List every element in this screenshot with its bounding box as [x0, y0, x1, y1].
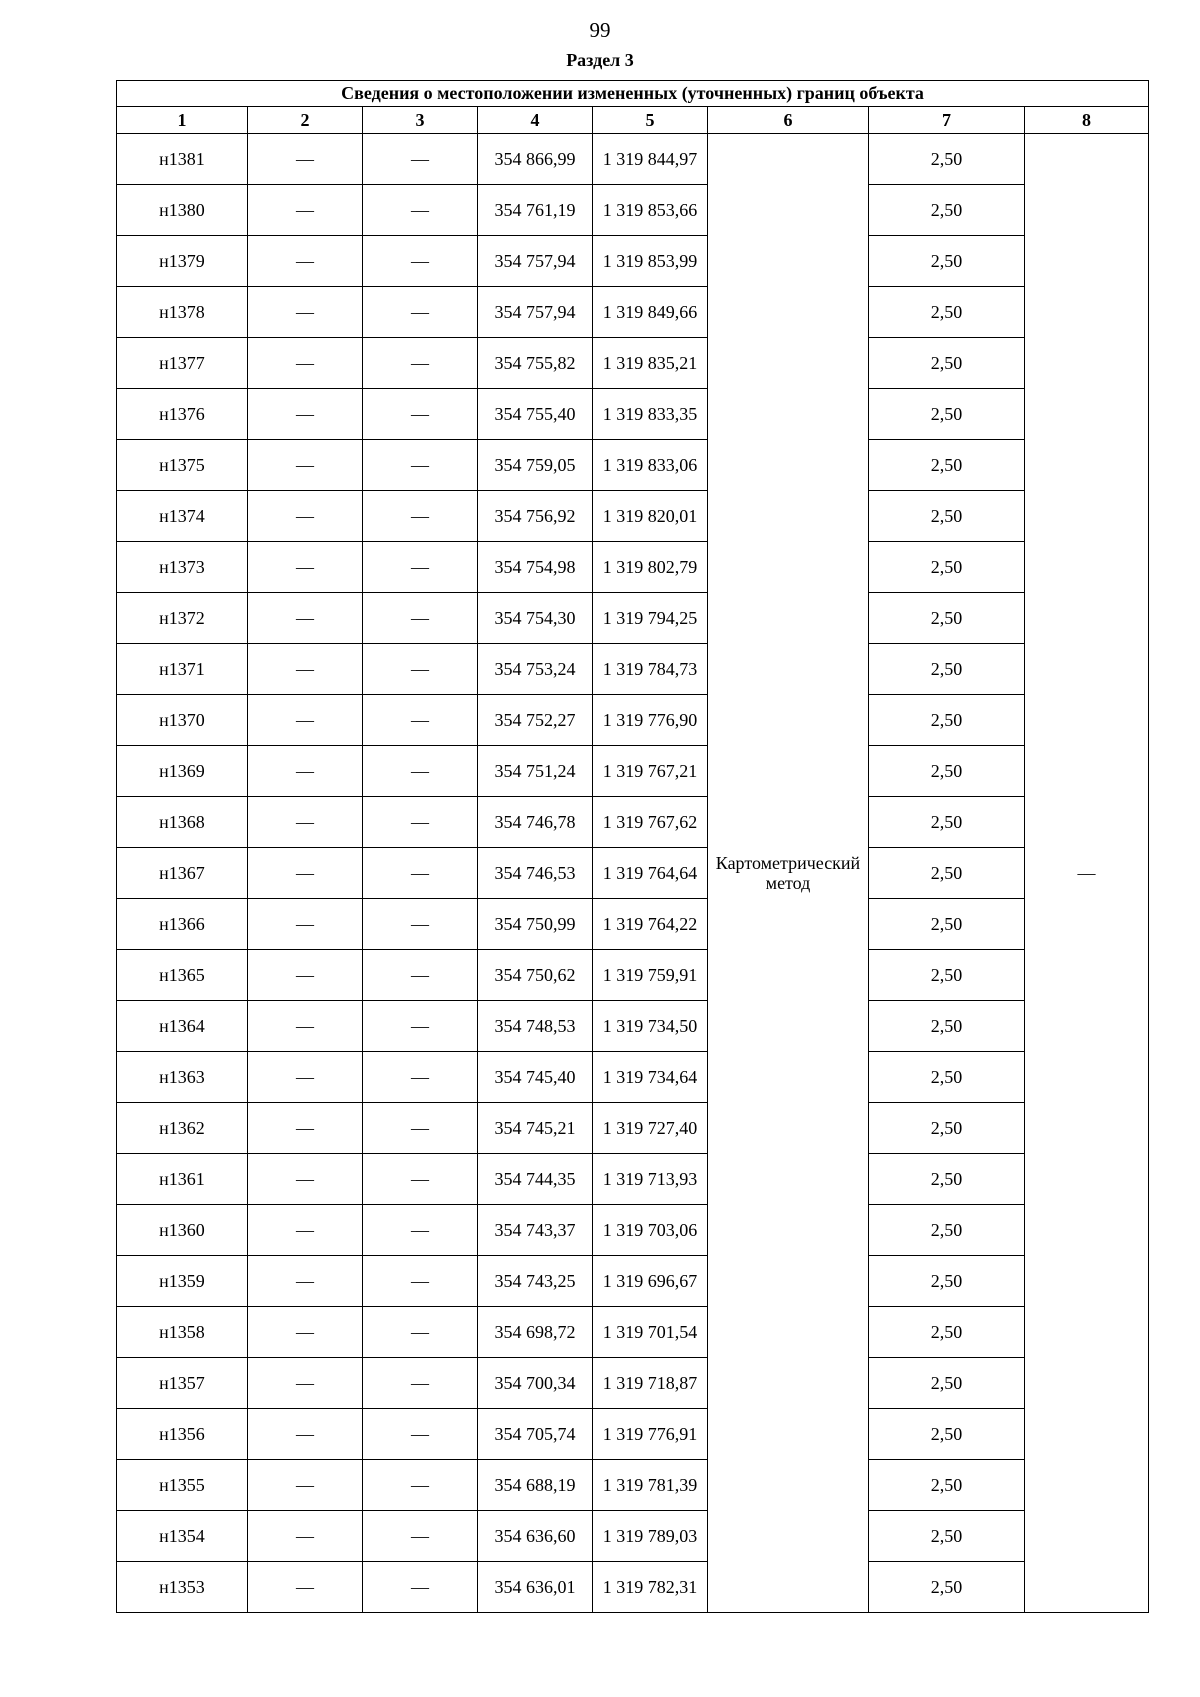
- col3-cell: —: [363, 287, 478, 338]
- table-row: [117, 644, 1149, 695]
- col2-cell: —: [248, 1307, 363, 1358]
- col3-cell: —: [363, 848, 478, 899]
- table-row: [117, 389, 1149, 440]
- y-coordinate-cell: 1 319 776,91: [593, 1409, 708, 1460]
- x-coordinate-cell: 354 755,82: [478, 338, 593, 389]
- col3-cell: —: [363, 1154, 478, 1205]
- precision-cell: 2,50: [869, 491, 1025, 542]
- x-coordinate-cell: 354 743,25: [478, 1256, 593, 1307]
- point-id-cell: н1365: [117, 950, 248, 1001]
- y-coordinate-cell: 1 319 764,22: [593, 899, 708, 950]
- col3-cell: —: [363, 950, 478, 1001]
- y-coordinate-cell: 1 319 802,79: [593, 542, 708, 593]
- col2-cell: —: [248, 542, 363, 593]
- precision-cell: 2,50: [869, 1460, 1025, 1511]
- table-row: [117, 1460, 1149, 1511]
- table-row: [117, 134, 1149, 185]
- column-number-5: 5: [593, 107, 708, 134]
- x-coordinate-cell: 354 636,60: [478, 1511, 593, 1562]
- precision-cell: 2,50: [869, 593, 1025, 644]
- point-id-cell: н1355: [117, 1460, 248, 1511]
- point-id-cell: н1372: [117, 593, 248, 644]
- x-coordinate-cell: 354 761,19: [478, 185, 593, 236]
- table-row: [117, 542, 1149, 593]
- x-coordinate-cell: 354 746,53: [478, 848, 593, 899]
- col2-cell: —: [248, 950, 363, 1001]
- col3-cell: —: [363, 1511, 478, 1562]
- x-coordinate-cell: 354 748,53: [478, 1001, 593, 1052]
- col3-cell: —: [363, 1205, 478, 1256]
- point-id-cell: н1379: [117, 236, 248, 287]
- precision-cell: 2,50: [869, 695, 1025, 746]
- precision-cell: 2,50: [869, 644, 1025, 695]
- x-coordinate-cell: 354 759,05: [478, 440, 593, 491]
- x-coordinate-cell: 354 745,21: [478, 1103, 593, 1154]
- y-coordinate-cell: 1 319 727,40: [593, 1103, 708, 1154]
- point-id-cell: н1376: [117, 389, 248, 440]
- col3-cell: —: [363, 440, 478, 491]
- point-id-cell: н1367: [117, 848, 248, 899]
- column-number-7: 7: [869, 107, 1025, 134]
- x-coordinate-cell: 354 754,30: [478, 593, 593, 644]
- column-number-1: 1: [117, 107, 248, 134]
- precision-cell: 2,50: [869, 797, 1025, 848]
- precision-cell: 2,50: [869, 1256, 1025, 1307]
- col2-cell: —: [248, 1001, 363, 1052]
- x-coordinate-cell: 354 752,27: [478, 695, 593, 746]
- y-coordinate-cell: 1 319 835,21: [593, 338, 708, 389]
- precision-cell: 2,50: [869, 389, 1025, 440]
- col3-cell: —: [363, 593, 478, 644]
- y-coordinate-cell: 1 319 849,66: [593, 287, 708, 338]
- y-coordinate-cell: 1 319 784,73: [593, 644, 708, 695]
- col2-cell: —: [248, 287, 363, 338]
- x-coordinate-cell: 354 756,92: [478, 491, 593, 542]
- col2-cell: —: [248, 644, 363, 695]
- y-coordinate-cell: 1 319 734,64: [593, 1052, 708, 1103]
- point-id-cell: н1380: [117, 185, 248, 236]
- col3-cell: —: [363, 1562, 478, 1613]
- col3-cell: —: [363, 1103, 478, 1154]
- x-coordinate-cell: 354 750,99: [478, 899, 593, 950]
- col2-cell: —: [248, 491, 363, 542]
- col2-cell: —: [248, 440, 363, 491]
- y-coordinate-cell: 1 319 696,67: [593, 1256, 708, 1307]
- boundary-coordinates-table: [116, 80, 1149, 1613]
- column-number-2: 2: [248, 107, 363, 134]
- col3-cell: —: [363, 1409, 478, 1460]
- table-row: [117, 1001, 1149, 1052]
- col2-cell: —: [248, 134, 363, 185]
- y-coordinate-cell: 1 319 833,06: [593, 440, 708, 491]
- precision-cell: 2,50: [869, 1154, 1025, 1205]
- x-coordinate-cell: 354 705,74: [478, 1409, 593, 1460]
- col3-cell: —: [363, 1460, 478, 1511]
- precision-cell: 2,50: [869, 1052, 1025, 1103]
- point-id-cell: н1381: [117, 134, 248, 185]
- table-row: [117, 1256, 1149, 1307]
- precision-cell: 2,50: [869, 134, 1025, 185]
- precision-cell: 2,50: [869, 950, 1025, 1001]
- precision-cell: 2,50: [869, 1307, 1025, 1358]
- point-id-cell: н1366: [117, 899, 248, 950]
- col3-cell: —: [363, 1256, 478, 1307]
- y-coordinate-cell: 1 319 833,35: [593, 389, 708, 440]
- x-coordinate-cell: 354 866,99: [478, 134, 593, 185]
- table-row: [117, 1511, 1149, 1562]
- table-row: [117, 1205, 1149, 1256]
- x-coordinate-cell: 354 757,94: [478, 236, 593, 287]
- y-coordinate-cell: 1 319 759,91: [593, 950, 708, 1001]
- point-id-cell: н1377: [117, 338, 248, 389]
- x-coordinate-cell: 354 753,24: [478, 644, 593, 695]
- col2-cell: —: [248, 1052, 363, 1103]
- x-coordinate-cell: 354 698,72: [478, 1307, 593, 1358]
- precision-cell: 2,50: [869, 185, 1025, 236]
- table-row: [117, 746, 1149, 797]
- point-id-cell: н1364: [117, 1001, 248, 1052]
- table-row: [117, 491, 1149, 542]
- column-number-8: 8: [1025, 107, 1149, 134]
- precision-cell: 2,50: [869, 338, 1025, 389]
- col3-cell: —: [363, 899, 478, 950]
- y-coordinate-cell: 1 319 701,54: [593, 1307, 708, 1358]
- column-numbers-row: [117, 107, 1149, 134]
- precision-cell: 2,50: [869, 746, 1025, 797]
- point-id-cell: н1373: [117, 542, 248, 593]
- y-coordinate-cell: 1 319 781,39: [593, 1460, 708, 1511]
- page-number: 99: [589, 18, 611, 42]
- precision-cell: 2,50: [869, 1001, 1025, 1052]
- col2-cell: —: [248, 848, 363, 899]
- col3-cell: —: [363, 644, 478, 695]
- col2-cell: —: [248, 1358, 363, 1409]
- col2-cell: —: [248, 899, 363, 950]
- precision-cell: 2,50: [869, 848, 1025, 899]
- col3-cell: —: [363, 1001, 478, 1052]
- y-coordinate-cell: 1 319 718,87: [593, 1358, 708, 1409]
- precision-cell: 2,50: [869, 542, 1025, 593]
- y-coordinate-cell: 1 319 844,97: [593, 134, 708, 185]
- point-id-cell: н1370: [117, 695, 248, 746]
- table-row: [117, 287, 1149, 338]
- y-coordinate-cell: 1 319 782,31: [593, 1562, 708, 1613]
- y-coordinate-cell: 1 319 703,06: [593, 1205, 708, 1256]
- y-coordinate-cell: 1 319 853,99: [593, 236, 708, 287]
- point-id-cell: н1378: [117, 287, 248, 338]
- column-number-6: 6: [708, 107, 869, 134]
- col2-cell: —: [248, 593, 363, 644]
- precision-cell: 2,50: [869, 1562, 1025, 1613]
- point-id-cell: н1353: [117, 1562, 248, 1613]
- col2-cell: —: [248, 338, 363, 389]
- x-coordinate-cell: 354 636,01: [478, 1562, 593, 1613]
- y-coordinate-cell: 1 319 820,01: [593, 491, 708, 542]
- x-coordinate-cell: 354 688,19: [478, 1460, 593, 1511]
- precision-cell: 2,50: [869, 1205, 1025, 1256]
- x-coordinate-cell: 354 757,94: [478, 287, 593, 338]
- point-id-cell: н1363: [117, 1052, 248, 1103]
- y-coordinate-cell: 1 319 776,90: [593, 695, 708, 746]
- point-id-cell: н1371: [117, 644, 248, 695]
- x-coordinate-cell: 354 743,37: [478, 1205, 593, 1256]
- col3-cell: —: [363, 134, 478, 185]
- precision-cell: 2,50: [869, 440, 1025, 491]
- col2-cell: —: [248, 185, 363, 236]
- col2-cell: —: [248, 797, 363, 848]
- point-id-cell: н1375: [117, 440, 248, 491]
- precision-cell: 2,50: [869, 287, 1025, 338]
- column-number-4: 4: [478, 107, 593, 134]
- method-cell: Картометрический метод: [708, 134, 869, 1613]
- y-coordinate-cell: 1 319 713,93: [593, 1154, 708, 1205]
- point-id-cell: н1357: [117, 1358, 248, 1409]
- point-id-cell: н1374: [117, 491, 248, 542]
- precision-cell: 2,50: [869, 899, 1025, 950]
- col2-cell: —: [248, 1154, 363, 1205]
- point-id-cell: н1354: [117, 1511, 248, 1562]
- table-row: [117, 1154, 1149, 1205]
- table-row: [117, 1307, 1149, 1358]
- x-coordinate-cell: 354 755,40: [478, 389, 593, 440]
- col2-cell: —: [248, 236, 363, 287]
- precision-cell: 2,50: [869, 1358, 1025, 1409]
- point-id-cell: н1368: [117, 797, 248, 848]
- col3-cell: —: [363, 1358, 478, 1409]
- col2-cell: —: [248, 1511, 363, 1562]
- precision-cell: 2,50: [869, 236, 1025, 287]
- col3-cell: —: [363, 338, 478, 389]
- table-row: [117, 338, 1149, 389]
- table-row: [117, 440, 1149, 491]
- y-coordinate-cell: 1 319 794,25: [593, 593, 708, 644]
- section-title: Раздел 3: [566, 50, 634, 70]
- col2-cell: —: [248, 1460, 363, 1511]
- table-body: [117, 134, 1149, 1613]
- point-id-cell: н1359: [117, 1256, 248, 1307]
- x-coordinate-cell: 354 751,24: [478, 746, 593, 797]
- col3-cell: —: [363, 746, 478, 797]
- x-coordinate-cell: 354 750,62: [478, 950, 593, 1001]
- table-row: [117, 950, 1149, 1001]
- precision-cell: 2,50: [869, 1511, 1025, 1562]
- x-coordinate-cell: 354 700,34: [478, 1358, 593, 1409]
- col3-cell: —: [363, 797, 478, 848]
- table-row: [117, 1052, 1149, 1103]
- table-title: Сведения о местоположении измененных (уточненных) границ объекта: [117, 81, 1149, 107]
- x-coordinate-cell: 354 754,98: [478, 542, 593, 593]
- x-coordinate-cell: 354 744,35: [478, 1154, 593, 1205]
- col2-cell: —: [248, 1562, 363, 1613]
- point-id-cell: н1369: [117, 746, 248, 797]
- col2-cell: —: [248, 389, 363, 440]
- col3-cell: —: [363, 491, 478, 542]
- point-id-cell: н1356: [117, 1409, 248, 1460]
- y-coordinate-cell: 1 319 764,64: [593, 848, 708, 899]
- col3-cell: —: [363, 1307, 478, 1358]
- table-row: [117, 1358, 1149, 1409]
- table-row: [117, 797, 1149, 848]
- point-id-cell: н1362: [117, 1103, 248, 1154]
- table-row: [117, 899, 1149, 950]
- table-row: [117, 848, 1149, 899]
- point-id-cell: н1361: [117, 1154, 248, 1205]
- y-coordinate-cell: 1 319 767,21: [593, 746, 708, 797]
- precision-cell: 2,50: [869, 1103, 1025, 1154]
- col2-cell: —: [248, 1205, 363, 1256]
- col2-cell: —: [248, 695, 363, 746]
- x-coordinate-cell: 354 746,78: [478, 797, 593, 848]
- y-coordinate-cell: 1 319 853,66: [593, 185, 708, 236]
- col3-cell: —: [363, 1052, 478, 1103]
- x-coordinate-cell: 354 745,40: [478, 1052, 593, 1103]
- col3-cell: —: [363, 695, 478, 746]
- precision-cell: 2,50: [869, 1409, 1025, 1460]
- table-row: [117, 695, 1149, 746]
- y-coordinate-cell: 1 319 789,03: [593, 1511, 708, 1562]
- table-row: [117, 1409, 1149, 1460]
- point-id-cell: н1358: [117, 1307, 248, 1358]
- y-coordinate-cell: 1 319 767,62: [593, 797, 708, 848]
- col3-cell: —: [363, 542, 478, 593]
- column-number-3: 3: [363, 107, 478, 134]
- table-row: [117, 1103, 1149, 1154]
- col3-cell: —: [363, 389, 478, 440]
- col2-cell: —: [248, 1256, 363, 1307]
- col8-cell: —: [1025, 134, 1149, 1613]
- col2-cell: —: [248, 1103, 363, 1154]
- col2-cell: —: [248, 746, 363, 797]
- col2-cell: —: [248, 1409, 363, 1460]
- col3-cell: —: [363, 236, 478, 287]
- table-row: [117, 1562, 1149, 1613]
- y-coordinate-cell: 1 319 734,50: [593, 1001, 708, 1052]
- col3-cell: —: [363, 185, 478, 236]
- point-id-cell: н1360: [117, 1205, 248, 1256]
- table-row: [117, 185, 1149, 236]
- table-row: [117, 236, 1149, 287]
- table-row: [117, 593, 1149, 644]
